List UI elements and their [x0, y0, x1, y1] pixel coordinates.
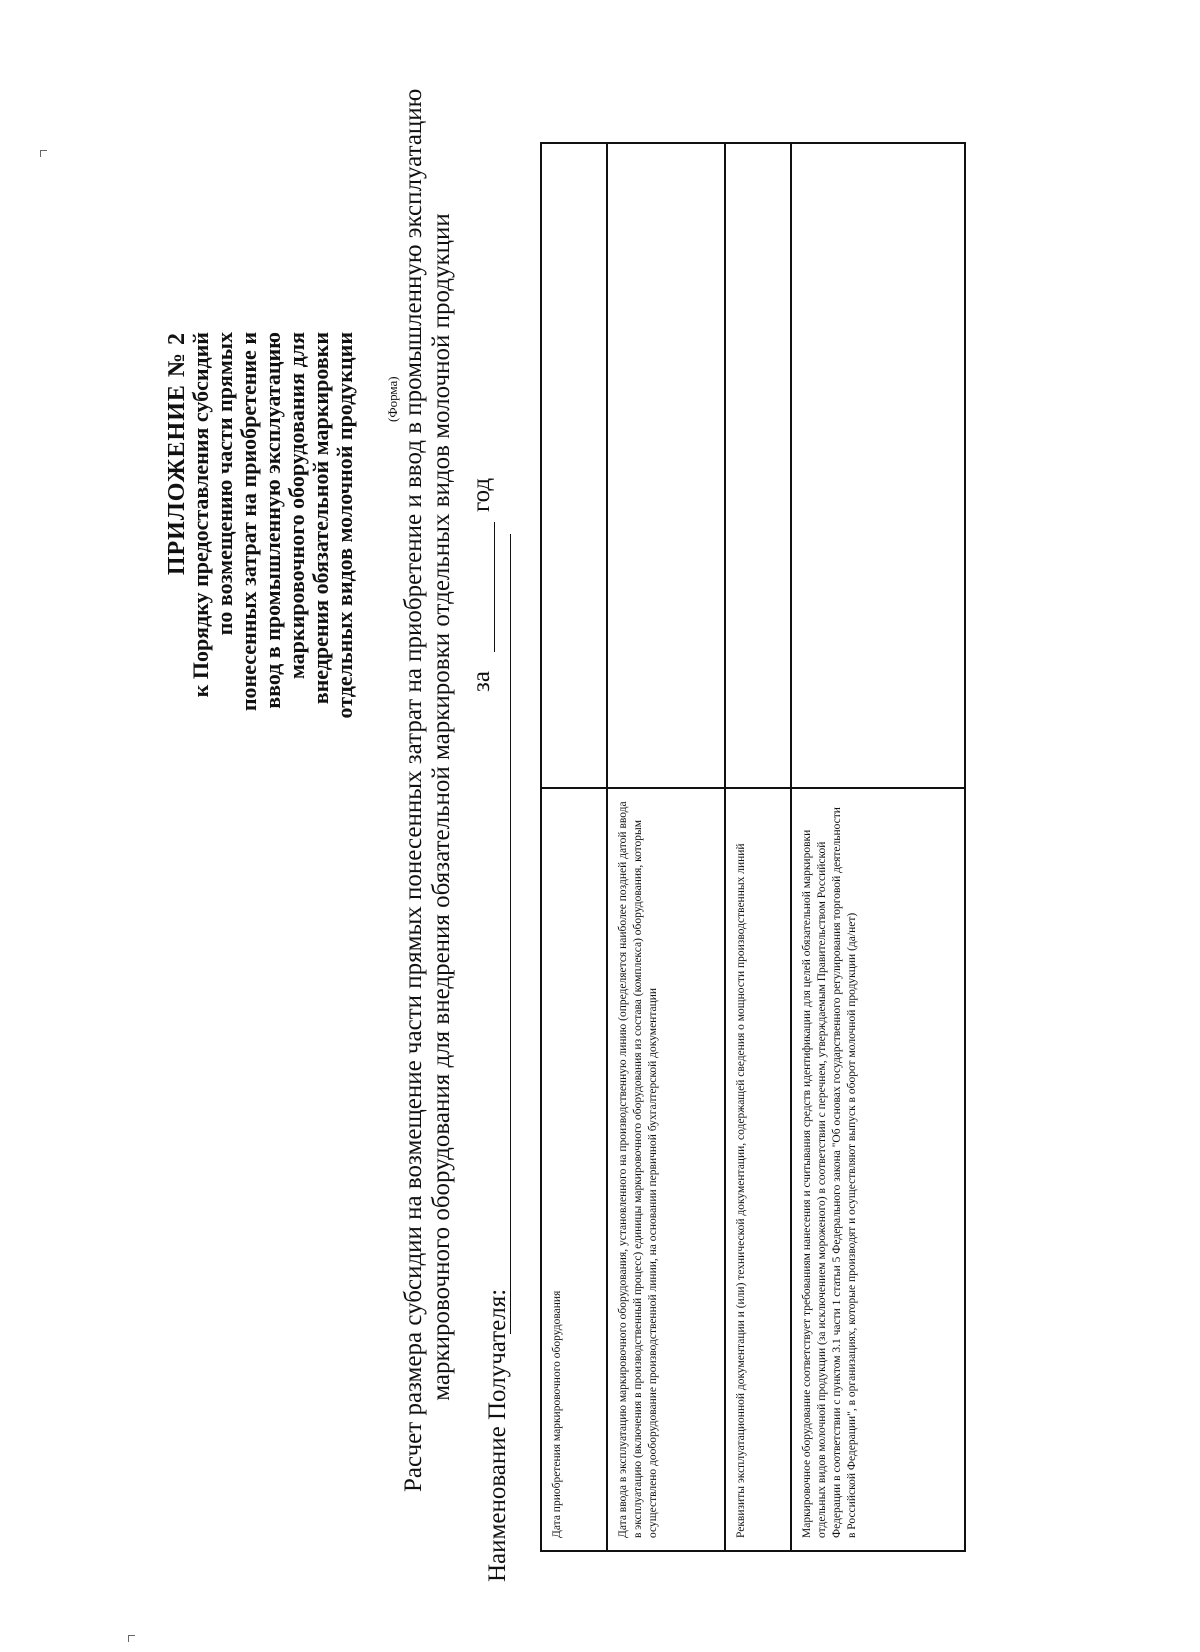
- period-suffix: год: [468, 477, 495, 512]
- row-label: Маркировочное оборудование соответствует требованиям нанесения и считывания средств идентификации для целей обязательной маркировки отдельных видов молочной продукции (за исключением мороженого) в соответствии с перечнем, утверждаемым Правительством Российской Федерации в соответствии с пунктом 3.1 части 1 статьи 5 Федерального закона "Об основах государственного регулирования торговой деятельности в Российской Федерации", в организациях, которые производят и осуществляют выпуск в оборот молочной продукции (да/нет): [791, 788, 965, 1551]
- row-value-field[interactable]: [725, 143, 791, 788]
- period-blank-field[interactable]: [494, 522, 495, 652]
- row-value-field[interactable]: [791, 143, 965, 788]
- appendix-line: к Порядку предоставления субсидий: [188, 332, 213, 698]
- appendix-title: ПРИЛОЖЕНИЕ № 2: [164, 332, 190, 576]
- table-row: [791, 143, 965, 1551]
- calculation-title-line: Расчет размера субсидии на возмещение части прямых понесенных затрат на приобретение и ввод в промышленную эксплуатацию: [400, 88, 427, 1492]
- appendix-line: внедрения обязательной маркировки: [308, 332, 333, 705]
- row-value-field[interactable]: [541, 143, 607, 788]
- table-row: [541, 143, 607, 1551]
- recipient-blank-field[interactable]: [510, 534, 511, 1334]
- form-note: (Форма): [385, 376, 400, 422]
- table-row: [725, 143, 791, 1551]
- appendix-line: ввод в промышленную эксплуатацию: [260, 332, 285, 709]
- recipient-label: Наименование Получателя:: [484, 1288, 511, 1582]
- table-row: [607, 143, 725, 1551]
- appendix-line: понесенных затрат на приобретение и: [236, 332, 261, 712]
- row-label: Дата ввода в эксплуатацию маркировочного оборудования, установленного на производственную линию (определяется наиболее поздней датой ввода в эксплуатацию (включения в производственный процесс) единицы маркировочного оборудования из состава (комплекса) оборудования, которым осуществлено дооборудование производственной линии, на основании первичной бухгалтерской документации: [607, 788, 725, 1551]
- subsidy-form-table: [540, 142, 966, 1552]
- period-prefix: за: [468, 671, 495, 692]
- appendix-header: [165, 332, 357, 1582]
- calculation-title-line: маркировочного оборудования для внедрения обязательной маркировки отдельных видов молочной продукции: [428, 213, 455, 1401]
- row-label: Дата приобретения маркировочного оборудования: [541, 788, 607, 1551]
- appendix-line: отдельных видов молочной продукции: [332, 332, 357, 719]
- appendix-line: по возмещению части прямых: [212, 332, 237, 636]
- appendix-line: маркировочного оборудования для: [284, 332, 309, 680]
- row-label: Реквизиты эксплуатационной документации и (или) технической документации, содержащей сведения о мощности производственных линий: [725, 788, 791, 1551]
- row-value-field[interactable]: [607, 143, 725, 788]
- calculation-title: [400, 88, 456, 1492]
